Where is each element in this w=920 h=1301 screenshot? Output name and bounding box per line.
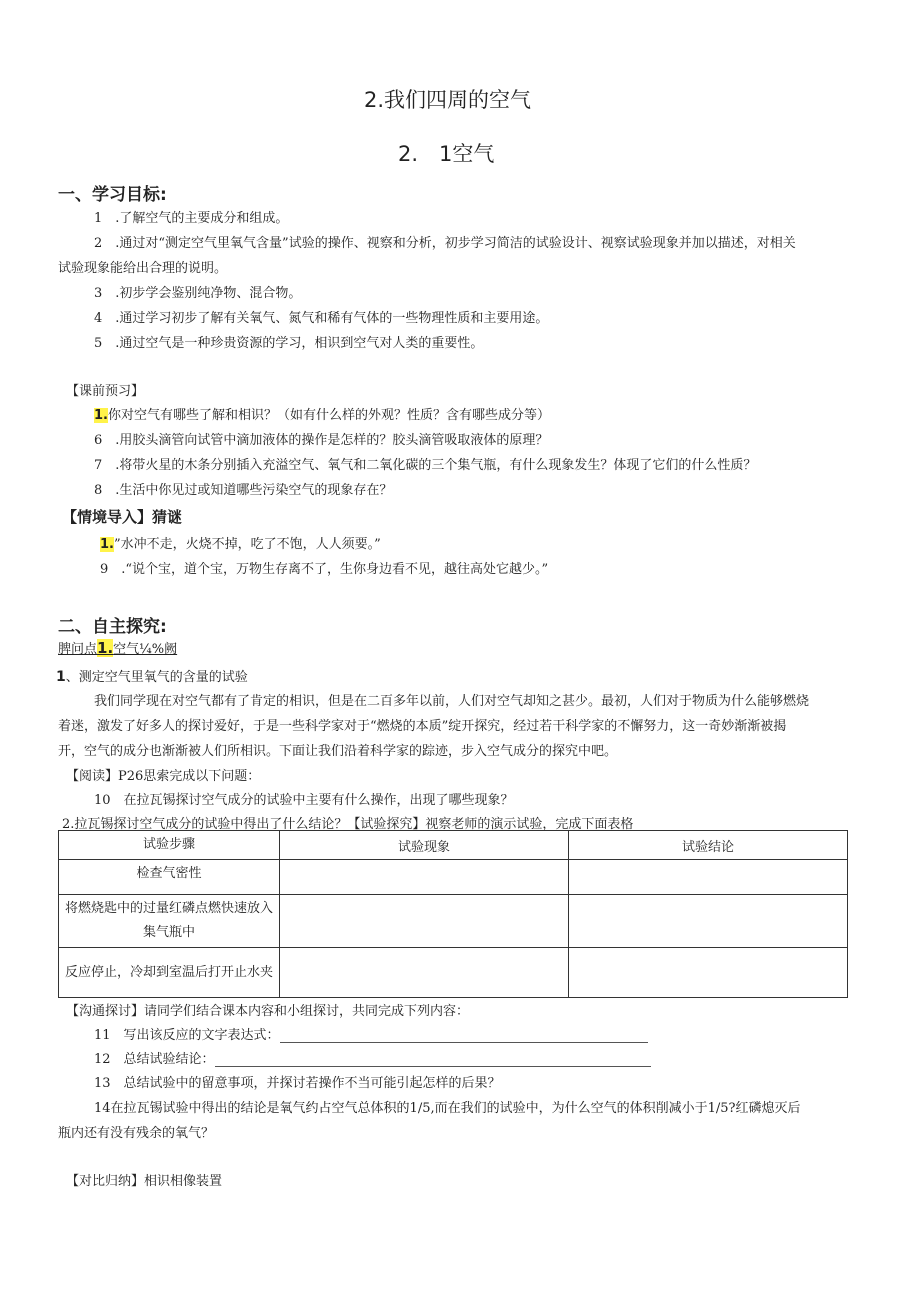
table-cell[interactable] <box>280 895 569 948</box>
question-11 <box>94 1024 648 1043</box>
question-14: 14在拉瓦锡试验中得出的结论是氧气约占空气总体积的1/5,而在我们的试验中，为什么空气的体积削减小于1/5?红磷熄灭后 <box>94 1101 801 1116</box>
goal-2: 2 .通过对“测定空气里氧气含量”试验的操作、视察和分析，初步学习简洁的试验设计、视察试验现象并加以描述，对相关 <box>94 236 796 251</box>
preview-item <box>94 479 392 498</box>
question-2: 2.拉瓦锡探讨空气成分的试验中得出了什么结论？【试验探究】视察老师的演示试验，完成下面表格 <box>62 817 634 832</box>
knowledge-point <box>58 638 177 657</box>
preview-heading: 【课前预习】 <box>66 384 145 399</box>
knowledge-point-label: 脾问点 <box>58 642 98 657</box>
table-header: 试验结论 <box>569 831 848 860</box>
table-cell[interactable] <box>569 895 848 948</box>
table-row <box>59 860 848 895</box>
answer-line[interactable] <box>280 1028 648 1043</box>
riddle-item-text: .“说个宝，道个宝，万物生存离不了，生你身边看不见，越往高处它越少。” <box>121 562 549 577</box>
goal-1: 1 .了解空气的主要成分和组成。 <box>94 211 289 226</box>
preview-item-num: 1. <box>94 408 108 423</box>
preview-item-num: 8 <box>94 483 116 498</box>
experiment-title: 、测定空气里氧气的含量的试验 <box>65 670 248 685</box>
section1-heading: 一、学习目标: <box>58 185 167 205</box>
intro-line-1: 我们同学现在对空气都有了肯定的相识，但是在二百多年以前，人们对空气却知之甚少。最初，人们对于物质为什么能够燃烧 <box>94 694 810 709</box>
riddle-item <box>100 533 381 552</box>
riddle-item <box>100 558 548 577</box>
question-13: 13 总结试验中的留意事项，并探讨若操作不当可能引起怎样的后果？ <box>94 1076 501 1091</box>
question-11-text: 11 写出该反应的文字表达式： <box>94 1028 280 1043</box>
preview-item-num: 7 <box>94 458 116 473</box>
riddle-item-text: ”水冲不走，火烧不掉，吃了不饱，人人须要。” <box>113 537 381 552</box>
knowledge-point-title: 空气¼%阙 <box>113 642 178 657</box>
goal-2-cont: 试验现象能给出合理的说明。 <box>58 261 228 276</box>
experiment-table <box>58 830 848 998</box>
table-cell[interactable] <box>569 860 848 895</box>
preview-item-text: .生活中你见过或知道哪些污染空气的现象存在？ <box>115 483 393 498</box>
goal-3: 3 .初步学会鉴别纯净物、混合物。 <box>94 286 302 301</box>
table-cell: 检查气密性 <box>59 860 280 895</box>
page-subtitle: 2. 1空气 <box>398 142 495 166</box>
table-cell[interactable] <box>569 948 848 998</box>
question-12-text: 12 总结试验结论： <box>94 1052 215 1067</box>
preview-item <box>94 404 550 423</box>
knowledge-point-num: 1. <box>97 639 114 657</box>
discussion-heading: 【沟通探讨】请同学们结合课本内容和小组探讨，共同完成下列内容： <box>66 1004 470 1019</box>
table-cell: 反应停止，冷却到室温后打开止水夹 <box>59 948 280 998</box>
preview-item-text: .用胶头滴管向试管中滴加液体的操作是怎样的？胶头滴管吸取液体的原理？ <box>115 433 549 448</box>
experiment-heading <box>56 666 248 685</box>
table-cell: 将燃烧匙中的过量红磷点燃快速放入集气瓶中 <box>59 895 280 948</box>
question-10: 10 在拉瓦锡探讨空气成分的试验中主要有什么操作，出现了哪些现象？ <box>94 793 514 808</box>
riddle-item-num: 1. <box>100 537 114 552</box>
table-cell[interactable] <box>280 860 569 895</box>
read-instruction: 【阅读】P26思索完成以下问题： <box>66 769 261 784</box>
preview-item-text: .将带火星的木条分别插入充溢空气、氧气和二氧化碳的三个集气瓶，有什么现象发生？体现了它们的什么性质？ <box>115 458 757 473</box>
preview-item <box>94 429 548 448</box>
table-row <box>59 895 848 948</box>
riddle-item-num: 9 <box>100 562 122 577</box>
experiment-num: 1 <box>56 669 66 685</box>
compare-heading: 【对比归纳】相识相像装置 <box>66 1174 223 1189</box>
intro-line-3: 开，空气的成分也渐渐被人们所相识。下面让我们沿着科学家的踪迹，步入空气成分的探究中吧。 <box>58 744 618 759</box>
question-14-cont: 瓶内还有没有残余的氧气？ <box>58 1126 215 1141</box>
table-header: 试验现象 <box>280 831 569 860</box>
question-12 <box>94 1048 651 1067</box>
riddle-heading: 【情境导入】猜谜 <box>62 508 183 526</box>
intro-line-2: 着迷，激发了好多人的探讨爱好，于是一些科学家对于“燃烧的本质”绽开探究，经过若干科学家的不懈努力，这一奇妙渐渐被揭 <box>58 719 787 734</box>
page-title: 2.我们四周的空气 <box>364 88 532 112</box>
answer-line[interactable] <box>215 1052 651 1067</box>
preview-item <box>94 454 756 473</box>
goal-5: 5 .通过空气是一种珍贵资源的学习，相识到空气对人类的重要性。 <box>94 336 484 351</box>
table-row <box>59 948 848 998</box>
goal-4: 4 .通过学习初步了解有关氧气、氮气和稀有气体的一些物理性质和主要用途。 <box>94 311 549 326</box>
table-cell[interactable] <box>280 948 569 998</box>
preview-item-num: 6 <box>94 433 116 448</box>
table-header: 试验步骤 <box>59 831 280 860</box>
table-header-row <box>59 831 848 860</box>
section2-heading: 二、自主探究: <box>58 617 167 637</box>
preview-item-text: 你对空气有哪些了解和相识？（如有什么样的外观？性质？含有哪些成分等） <box>107 408 550 423</box>
